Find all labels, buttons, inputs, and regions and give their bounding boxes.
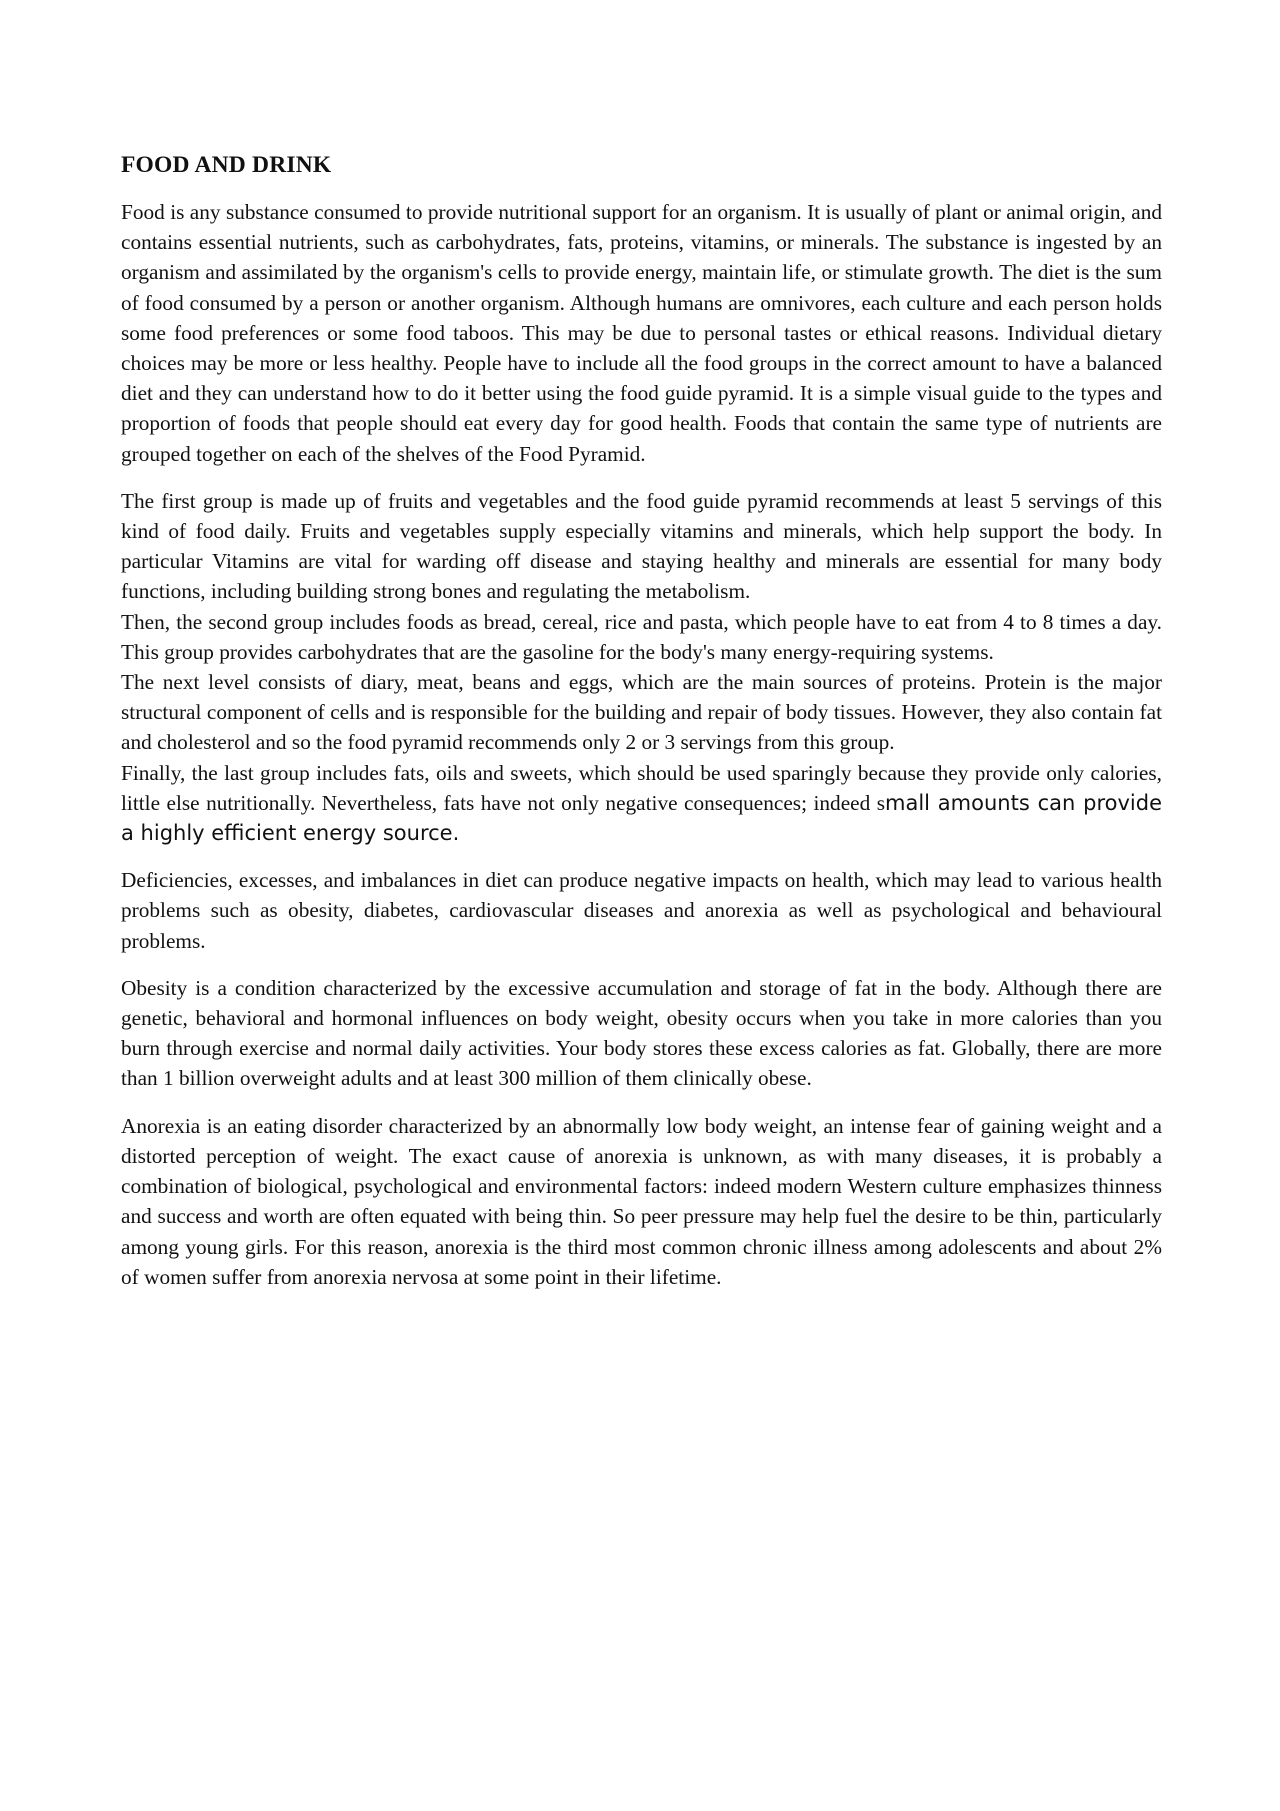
- paragraph-deficiencies: Deficiencies, excesses, and imbalances in diet can produce negative impacts on health, which may lead to various health problems such as obesity, diabetes, cardiovascular diseases and anorexia as well as psychological and behavioural problems.: [121, 868, 1162, 953]
- paragraph-second-group: Then, the second group includes foods as bread, cereal, rice and pasta, which people have to eat from 4 to 8 times a day. This group provides carbohydrates that are the gasoline for the body's many energy-requiring systems.: [121, 609, 1162, 664]
- paragraph-last-group: [121, 758, 1162, 849]
- document-title: FOOD AND DRINK: [121, 152, 332, 178]
- paragraph-next-level: The next level consists of diary, meat, beans and eggs, which are the main sources of proteins. Protein is the major structural component of cells and is responsible for the building and repair of body tissues. However, they also contain fat and cholesterol and so the food pyramid recommends only 2 or 3 servings from this group.: [121, 670, 1162, 755]
- paragraph-anorexia: Anorexia is an eating disorder characterized by an abnormally low body weight, an intense fear of gaining weight and a distorted perception of weight. The exact cause of anorexia is unknown, as with many diseases, it is probably a combination of biological, psychological and environmental factors: indeed modern Western culture emphasizes thinness and success and worth are often equated with being thin. So peer pressure may help fuel the desire to be thin, particularly among young girls. For this reason, anorexia is the third most common chronic illness among adolescents and about 2% of women suffer from anorexia nervosa at some point in their lifetime.: [121, 1113, 1162, 1289]
- paragraph-intro: Food is any substance consumed to provide nutritional support for an organism. It is usually of plant or animal origin, and contains essential nutrients, such as carbohydrates, fats, proteins, vitamins, or minerals. The substance is ingested by an organism and assimilated by the organism's cells to provide energy, maintain life, or stimulate growth. The diet is the sum of food consumed by a person or another organism. Although humans are omnivores, each culture and each person holds some food preferences or some food taboos. This may be due to personal tastes or ethical reasons. Individual dietary choices may be more or less healthy. People have to include all the food groups in the correct amount to have a balanced diet and they can understand how to do it better using the food guide pyramid. It is a simple visual guide to the types and proportion of foods that people should eat every day for good health. Foods that contain the same type of nutrients are grouped together on each of the shelves of the Food Pyramid.: [121, 200, 1162, 466]
- paragraph-obesity: Obesity is a condition characterized by the excessive accumulation and storage of fat in the body. Although there are genetic, behavioral and hormonal influences on body weight, obesity occurs when you take in more calories than you burn through exercise and normal daily activities. Your body stores these excess calories as fat. Globally, there are more than 1 billion overweight adults and at least 300 million of them clinically obese.: [121, 975, 1162, 1091]
- paragraph-first-group: The first group is made up of fruits and vegetables and the food guide pyramid recommends at least 5 servings of this kind of food daily. Fruits and vegetables supply especially vitamins and minerals, which help support the body. In particular Vitamins are vital for warding off disease and staying healthy and minerals are essential for many body functions, including building strong bones and regulating the metabolism.: [121, 488, 1162, 604]
- last-group-sans-text: mall amounts can provide a highly efficient energy source.: [121, 790, 1162, 846]
- last-group-serif-text: Finally, the last group includes fats, oils and sweets, which should be used sparingly because they provide only calories, little else nutritionally. Nevertheless, fats have not only negative consequences; indeed s: [121, 760, 1162, 815]
- document-page: [121, 150, 1162, 1309]
